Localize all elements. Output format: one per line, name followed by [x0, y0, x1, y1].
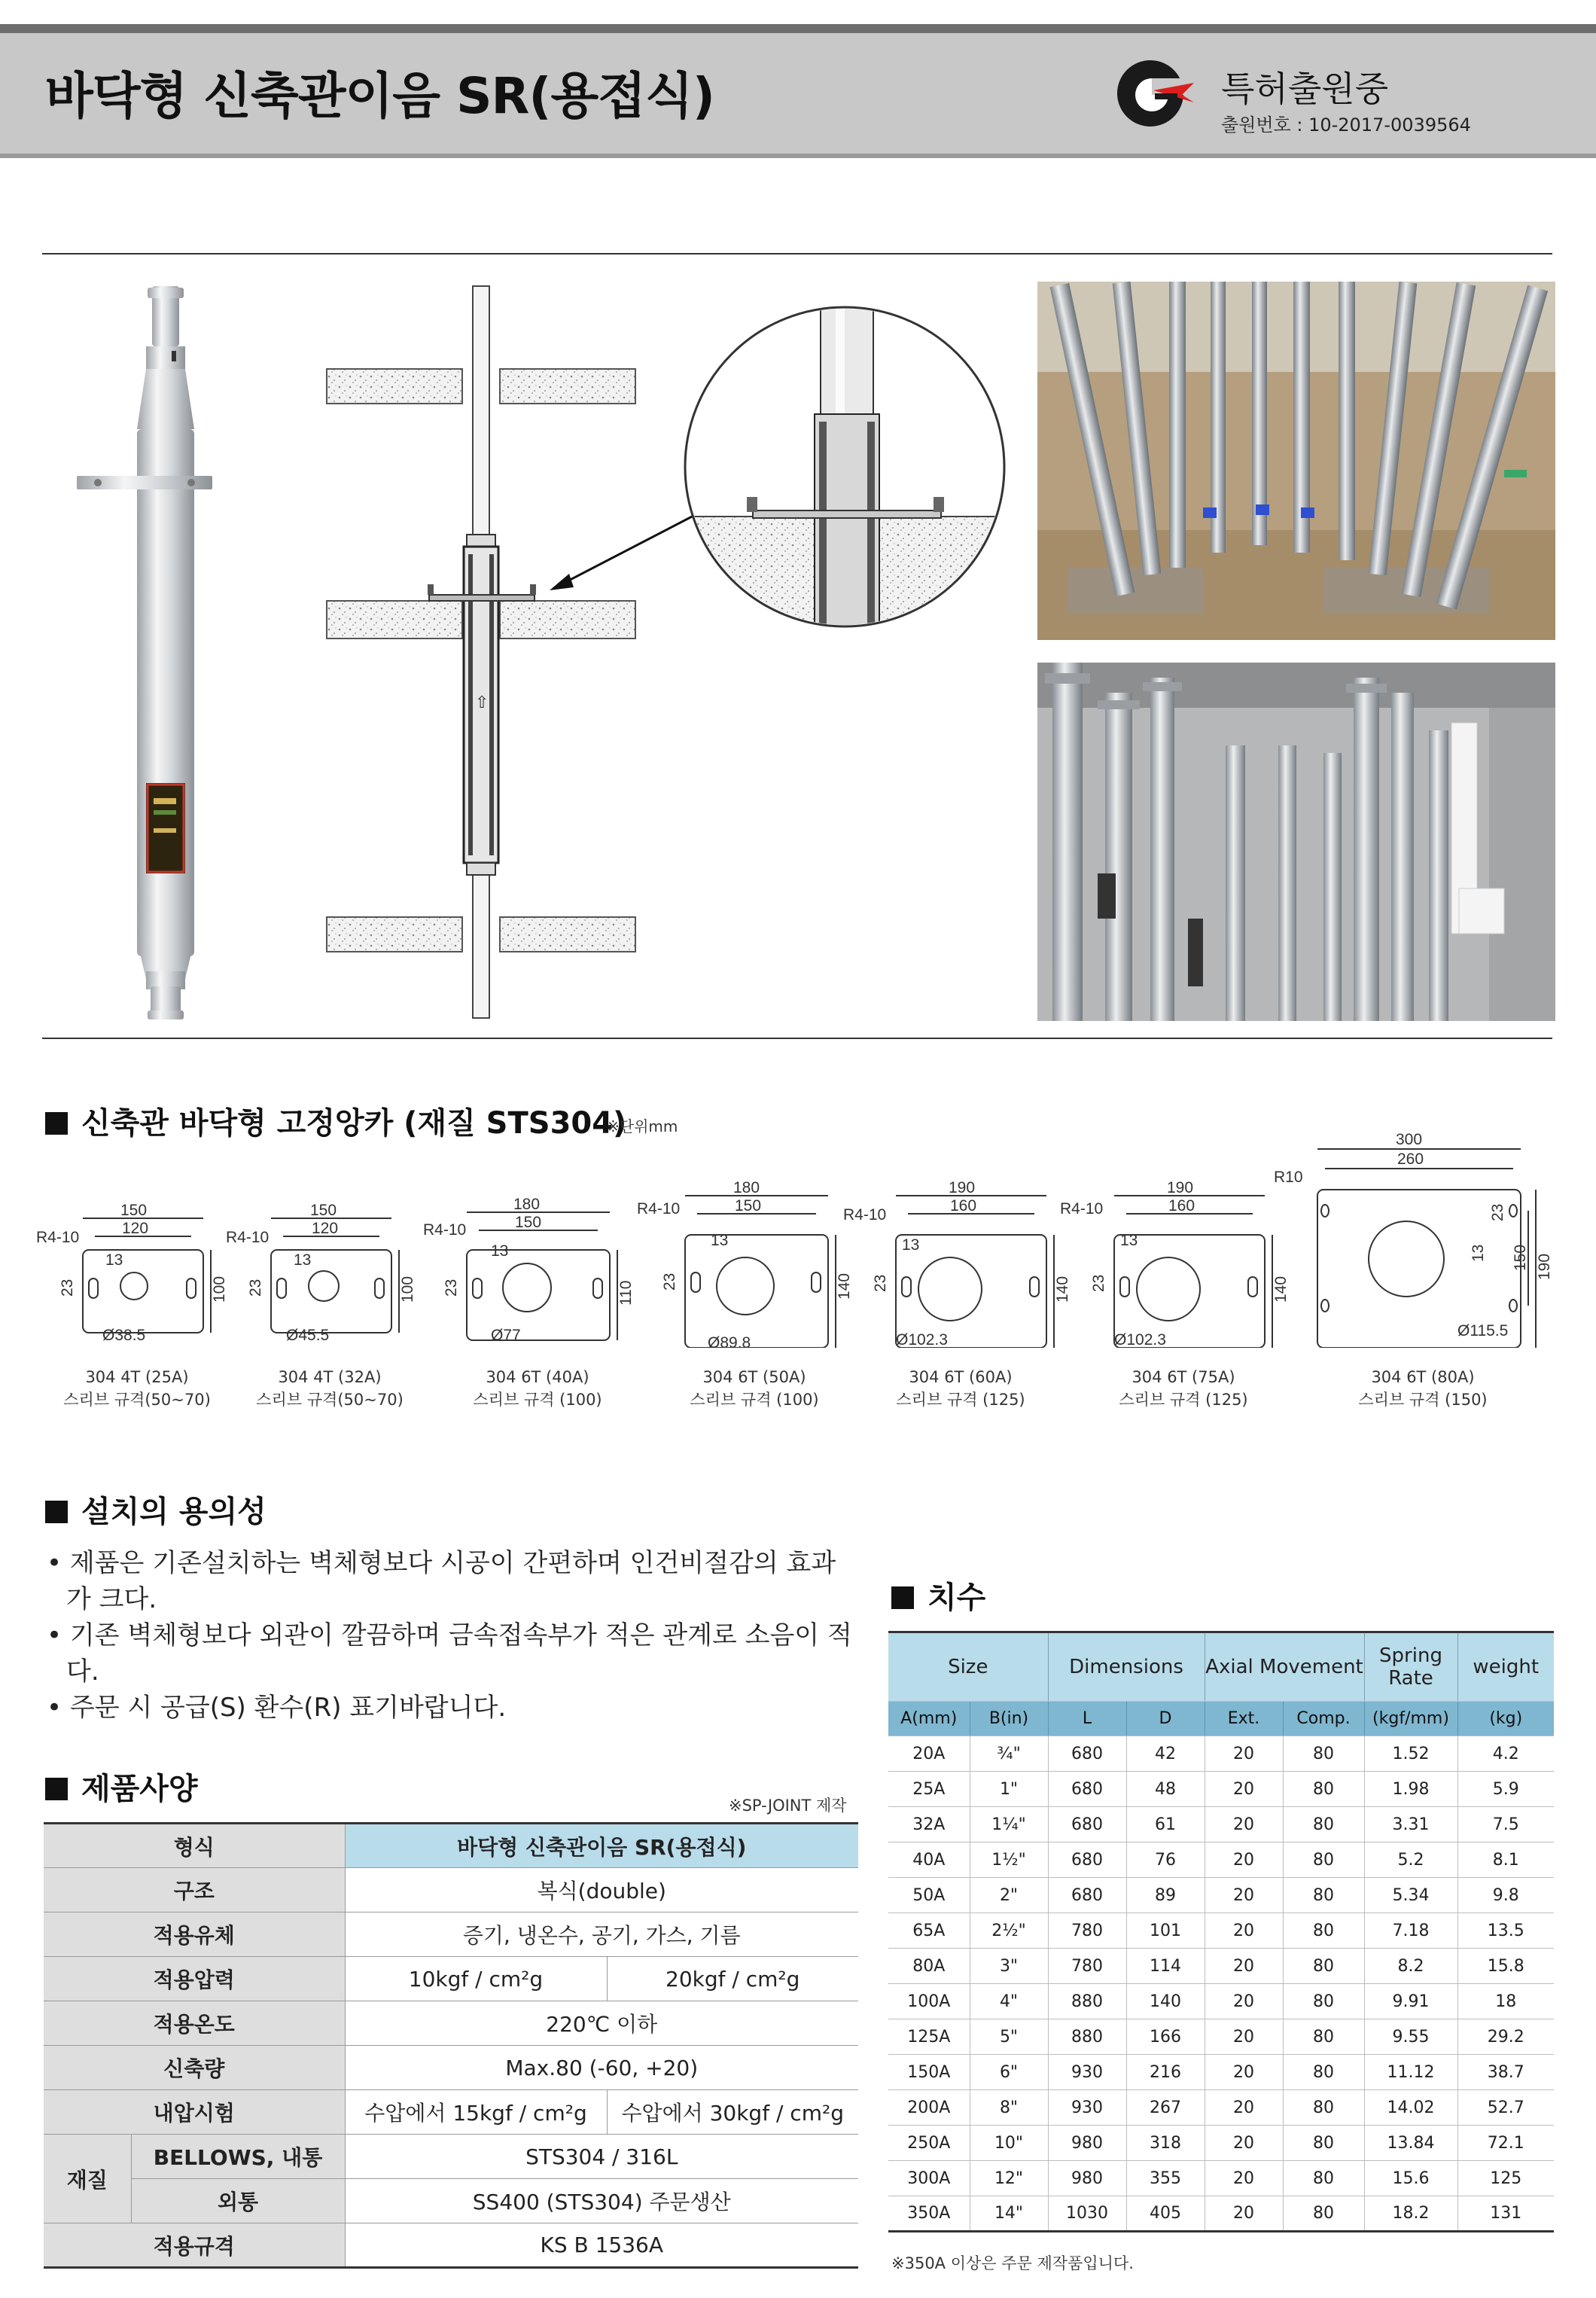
spec-value: 220℃ 이하 — [345, 2001, 858, 2046]
dimensions-section-title: 치수 — [891, 1574, 985, 1617]
dimensions-cell: 20 — [1205, 1984, 1283, 2019]
anchor2-height: 100 — [399, 1275, 416, 1303]
dimensions-row — [888, 1842, 1554, 1878]
subheader-kg: (kg) — [1457, 1702, 1554, 1736]
anchor-drawings — [30, 1122, 1566, 1348]
dimensions-cell: 350A — [888, 2196, 970, 2232]
dimensions-cell: 61 — [1126, 1807, 1205, 1842]
spec-label: 내압시험 — [44, 2090, 345, 2135]
header-top-bar — [0, 24, 1596, 33]
anchor2-inner-width: 120 — [312, 1220, 339, 1237]
dimensions-cell: 880 — [1048, 2019, 1126, 2055]
dimensions-row — [888, 2055, 1554, 2090]
dimensions-cell: 18 — [1457, 1984, 1554, 2019]
dimensions-row — [888, 1807, 1554, 1842]
subheader-ext: Ext. — [1205, 1702, 1283, 1736]
dimensions-cell: 80 — [1283, 1949, 1364, 1984]
anchor2-edge: 23 — [247, 1279, 264, 1297]
anchor1-slot: 13 — [105, 1251, 123, 1269]
dimensions-cell: 780 — [1048, 1913, 1126, 1949]
spec-value: 증기, 냉온수, 공기, 가스, 기름 — [345, 1912, 858, 1957]
page-title: 바닥형 신축관이음 SR(용접식) — [45, 67, 714, 125]
anchor1-height: 100 — [211, 1275, 228, 1303]
anchor4-inner-width: 150 — [735, 1197, 762, 1215]
dimensions-row — [888, 2196, 1554, 2232]
dimensions-cell: 318 — [1126, 2126, 1205, 2161]
spec-value: 10kgf / cm²g — [345, 1957, 607, 2001]
dimensions-cell: 5.2 — [1364, 1842, 1457, 1878]
dimensions-cell: 125A — [888, 2019, 970, 2055]
dimensions-cell: 114 — [1126, 1949, 1205, 1984]
spec-row — [44, 1824, 858, 1868]
anchor1-inner-width: 120 — [122, 1220, 149, 1237]
dimensions-cell: 1.52 — [1364, 1736, 1457, 1772]
anchor6-height: 140 — [1272, 1275, 1290, 1303]
anchor4-slot: 13 — [711, 1232, 729, 1249]
spec-table — [44, 1822, 858, 2269]
spec-label: BELLOWS, 내통 — [131, 2135, 345, 2179]
dimensions-cell: 2" — [970, 1878, 1048, 1913]
dimensions-cell: 100A — [888, 1984, 970, 2019]
spec-label: 적용압력 — [44, 1957, 345, 2001]
dimensions-cell: 42 — [1126, 1736, 1205, 1772]
anchor1-radius: R4-10 — [36, 1229, 80, 1246]
dimensions-cell: 32A — [888, 1807, 970, 1842]
dimensions-cell: 14.02 — [1364, 2090, 1457, 2126]
dimensions-cell: 80 — [1283, 1913, 1364, 1949]
dimensions-row — [888, 1913, 1554, 1949]
subheader-comp: Comp. — [1283, 1702, 1364, 1736]
dimensions-cell: 3" — [970, 1949, 1048, 1984]
dimensions-cell: 80 — [1283, 1772, 1364, 1807]
anchor1-caption: 304 4T (25A) 스리브 규격(50~70) — [63, 1368, 211, 1409]
dimensions-subheader-row — [888, 1702, 1554, 1736]
spec-label: 구조 — [44, 1868, 345, 1912]
dimensions-cell: 2½" — [970, 1913, 1048, 1949]
anchor5-outer-width: 190 — [949, 1179, 976, 1196]
anchor6-outer-width: 190 — [1167, 1179, 1194, 1196]
header-dimensions: Dimensions — [1048, 1632, 1205, 1702]
site-photo-top — [1037, 282, 1555, 640]
dimensions-cell: 8.2 — [1364, 1949, 1457, 1984]
anchor7-radius: R10 — [1274, 1169, 1303, 1186]
anchor1-diameter: Ø38.5 — [102, 1327, 146, 1344]
usability-item: • 기존 벽체형보다 외관이 깔끔하며 금속접속부가 적은 관계로 소음이 적다. — [47, 1620, 852, 1687]
spec-row — [44, 2046, 858, 2090]
square-bullet-icon — [45, 1778, 68, 1800]
dimensions-cell: 40A — [888, 1842, 970, 1878]
dimensions-cell: 20 — [1205, 1842, 1283, 1878]
dimensions-note: ※350A 이상은 주문 제작품입니다. — [891, 2254, 1134, 2272]
dimensions-cell: 1030 — [1048, 2196, 1126, 2232]
dimensions-cell: 80 — [1283, 2019, 1364, 2055]
dimensions-cell: 250A — [888, 2126, 970, 2161]
spec-row — [44, 2090, 858, 2135]
dimensions-row — [888, 1949, 1554, 1984]
anchor3-radius: R4-10 — [423, 1221, 467, 1239]
spec-value: 복식(double) — [345, 1868, 858, 1912]
anchor4-diameter: Ø89.8 — [708, 1334, 751, 1348]
dimensions-cell: 20 — [1205, 2090, 1283, 2126]
dimensions-cell: 140 — [1126, 1984, 1205, 2019]
anchor2-outer-width: 150 — [310, 1202, 337, 1219]
dimensions-cell: 680 — [1048, 1736, 1126, 1772]
dimensions-cell: 8" — [970, 2090, 1048, 2126]
anchor3-edge: 23 — [443, 1279, 460, 1297]
company-logo-icon — [1113, 56, 1195, 131]
dimensions-cell: 80 — [1283, 1736, 1364, 1772]
spec-label: 적용규격 — [44, 2223, 345, 2268]
dimensions-cell: 20 — [1205, 1772, 1283, 1807]
dimensions-cell: 166 — [1126, 2019, 1205, 2055]
dimensions-cell: 125 — [1457, 2161, 1554, 2196]
anchor6-diameter: Ø102.3 — [1114, 1331, 1166, 1348]
square-bullet-icon — [45, 1501, 68, 1523]
dimensions-cell: 80 — [1283, 2196, 1364, 2232]
anchor3-caption: 304 6T (40A) 스리브 규격 (100) — [473, 1368, 602, 1409]
dimensions-cell: 1" — [970, 1772, 1048, 1807]
anchor5-caption: 304 6T (60A) 스리브 규격 (125) — [896, 1368, 1025, 1409]
dimensions-cell: 1½" — [970, 1842, 1048, 1878]
dimensions-cell: 4" — [970, 1984, 1048, 2019]
dimensions-cell: 150A — [888, 2055, 970, 2090]
spec-label: 적용유체 — [44, 1912, 345, 1957]
dimensions-cell: 680 — [1048, 1807, 1126, 1842]
anchor5-inner-width: 160 — [950, 1197, 977, 1215]
dimensions-row — [888, 1736, 1554, 1772]
patent-number: 출원번호 : 10-2017-0039564 — [1221, 114, 1471, 136]
spec-value: KS B 1536A — [345, 2223, 858, 2268]
spec-label: 적용온도 — [44, 2001, 345, 2046]
dimensions-cell: 200A — [888, 2090, 970, 2126]
spec-label: 재질 — [44, 2135, 131, 2223]
spec-label: 외통 — [131, 2179, 345, 2223]
dimensions-cell: 80 — [1283, 1842, 1364, 1878]
dimensions-cell: 80 — [1283, 2161, 1364, 2196]
spec-value: 20kgf / cm²g — [607, 1957, 858, 2001]
spec-row — [44, 1957, 858, 2001]
header-bottom-line — [0, 154, 1596, 158]
dimensions-cell: 8.1 — [1457, 1842, 1554, 1878]
anchor7-height: 190 — [1536, 1253, 1553, 1280]
anchor4-edge: 23 — [661, 1272, 678, 1291]
usability-item: • 제품은 기존설치하는 벽체형보다 시공이 간편하며 인건비절감의 효과가 크다. — [47, 1548, 836, 1614]
dimensions-cell: 5" — [970, 2019, 1048, 2055]
dimensions-cell: 6" — [970, 2055, 1048, 2090]
dimensions-cell: 20A — [888, 1736, 970, 1772]
dimensions-cell: 1.98 — [1364, 1772, 1457, 1807]
dimensions-row — [888, 1984, 1554, 2019]
dimensions-row — [888, 2126, 1554, 2161]
dimensions-cell: 780 — [1048, 1949, 1126, 1984]
dimensions-cell: 7.18 — [1364, 1913, 1457, 1949]
dimensions-cell: 216 — [1126, 2055, 1205, 2090]
anchor3-slot: 13 — [491, 1242, 509, 1260]
spec-section-title: 제품사양 — [45, 1765, 198, 1808]
anchor7-outer-width: 300 — [1396, 1131, 1423, 1148]
anchor2-diameter: Ø45.5 — [286, 1327, 330, 1344]
dimensions-cell: 300A — [888, 2161, 970, 2196]
anchor3-outer-width: 180 — [513, 1196, 541, 1213]
anchor7-edge: 23 — [1489, 1203, 1506, 1221]
spec-row — [44, 1912, 858, 1957]
anchor5-height: 140 — [1054, 1275, 1071, 1303]
dimensions-cell: 4.2 — [1457, 1736, 1554, 1772]
dimensions-cell: 80 — [1283, 1807, 1364, 1842]
dimensions-cell: 80 — [1283, 2126, 1364, 2161]
anchor3-inner-width: 150 — [515, 1214, 542, 1231]
dimensions-cell: 980 — [1048, 2161, 1126, 2196]
dimensions-cell: 405 — [1126, 2196, 1205, 2232]
divider-top — [42, 253, 1552, 254]
dimensions-cell: 11.12 — [1364, 2055, 1457, 2090]
dimensions-cell: 10" — [970, 2126, 1048, 2161]
dimensions-cell: 50A — [888, 1878, 970, 1913]
spec-row — [44, 2001, 858, 2046]
dimensions-cell: 13.84 — [1364, 2126, 1457, 2161]
dimensions-cell: 38.7 — [1457, 2055, 1554, 2090]
anchor7-inner-height: 150 — [1512, 1244, 1529, 1271]
dimensions-cell: 25A — [888, 1772, 970, 1807]
dimensions-row — [888, 2161, 1554, 2196]
dimensions-cell: 680 — [1048, 1772, 1126, 1807]
spec-row — [44, 2179, 858, 2223]
dimensions-cell: 20 — [1205, 1878, 1283, 1913]
spec-value: 바닥형 신축관이음 SR(용접식) — [345, 1824, 858, 1868]
anchor2-radius: R4-10 — [226, 1229, 270, 1246]
usability-list — [47, 1545, 860, 1726]
dimensions-cell: 80 — [1283, 1984, 1364, 2019]
anchor4-outer-width: 180 — [733, 1179, 760, 1196]
dimensions-cell: 101 — [1126, 1913, 1205, 1949]
spec-value: Max.80 (-60, +20) — [345, 2046, 858, 2090]
header-spring-rate: Spring Rate — [1364, 1632, 1457, 1702]
dimensions-cell: 52.7 — [1457, 2090, 1554, 2126]
anchor-section-title: 신축관 바닥형 고정앙카 (재질 STS304) — [45, 1099, 626, 1142]
anchor5-radius: R4-10 — [843, 1206, 887, 1224]
subheader-l: L — [1048, 1702, 1126, 1736]
dimensions-cell: 18.2 — [1364, 2196, 1457, 2232]
dimensions-cell: 355 — [1126, 2161, 1205, 2196]
anchor1-edge: 23 — [59, 1279, 76, 1297]
dimensions-cell: 80 — [1283, 2055, 1364, 2090]
spec-label: 형식 — [44, 1824, 345, 1868]
anchor5-slot: 13 — [902, 1236, 920, 1254]
usability-item: • 주문 시 공급(S) 환수(R) 표기바랍니다. — [47, 1693, 507, 1723]
dimensions-cell: 680 — [1048, 1878, 1126, 1913]
dimensions-cell: 72.1 — [1457, 2126, 1554, 2161]
anchor5-edge: 23 — [872, 1274, 889, 1292]
dimensions-cell: 930 — [1048, 2055, 1126, 2090]
spec-value: 수압에서 30kgf / cm²g — [607, 2090, 858, 2135]
site-photo-bottom — [1037, 663, 1555, 1021]
spec-row — [44, 2135, 858, 2179]
dimensions-cell: 14" — [970, 2196, 1048, 2232]
dimensions-cell: 20 — [1205, 1736, 1283, 1772]
header-axial-movement: Axial Movement — [1205, 1632, 1364, 1702]
dimensions-cell: 80 — [1283, 2090, 1364, 2126]
dimensions-cell: 20 — [1205, 2055, 1283, 2090]
dimensions-cell: 76 — [1126, 1842, 1205, 1878]
anchor6-edge: 23 — [1090, 1274, 1107, 1292]
dimensions-cell: 15.8 — [1457, 1949, 1554, 1984]
spec-value: SS400 (STS304) 주문생산 — [345, 2179, 858, 2223]
anchor3-diameter: Ø77 — [491, 1327, 521, 1344]
spec-row — [44, 1868, 858, 1912]
dimensions-row — [888, 1772, 1554, 1807]
dimensions-cell: 5.34 — [1364, 1878, 1457, 1913]
dimensions-cell: 7.5 — [1457, 1807, 1554, 1842]
subheader-a-mm: A(mm) — [888, 1702, 970, 1736]
dimensions-cell: 3.31 — [1364, 1807, 1457, 1842]
anchor4-radius: R4-10 — [637, 1200, 681, 1218]
anchor7-diameter: Ø115.5 — [1457, 1322, 1509, 1339]
dimensions-cell: 1¼" — [970, 1807, 1048, 1842]
dimensions-cell: 20 — [1205, 2126, 1283, 2161]
anchor1-outer-width: 150 — [120, 1202, 148, 1219]
dimensions-cell: 13.5 — [1457, 1913, 1554, 1949]
spec-value: 수압에서 15kgf / cm²g — [345, 2090, 607, 2135]
dimensions-cell: 9.55 — [1364, 2019, 1457, 2055]
anchor7-caption: 304 6T (80A) 스리브 규격 (150) — [1358, 1368, 1488, 1409]
spec-value: STS304 / 316L — [345, 2135, 858, 2179]
header-weight: weight — [1457, 1632, 1554, 1702]
anchor5-diameter: Ø102.3 — [896, 1331, 948, 1348]
anchor7-slot: 13 — [1470, 1244, 1487, 1262]
spec-label: 신축량 — [44, 2046, 345, 2090]
dimensions-cell: 5.9 — [1457, 1772, 1554, 1807]
dimensions-cell: 89 — [1126, 1878, 1205, 1913]
dimensions-cell: 65A — [888, 1913, 970, 1949]
dimensions-table — [888, 1631, 1554, 2232]
dimensions-cell: 29.2 — [1457, 2019, 1554, 2055]
dimensions-cell: 680 — [1048, 1842, 1126, 1878]
subheader-rate: (kgf/mm) — [1364, 1702, 1457, 1736]
anchor6-slot: 13 — [1120, 1232, 1138, 1249]
dimensions-cell: 20 — [1205, 1913, 1283, 1949]
dimensions-cell: 15.6 — [1364, 2161, 1457, 2196]
dimensions-cell: 9.8 — [1457, 1878, 1554, 1913]
dimensions-cell: 20 — [1205, 1807, 1283, 1842]
dimensions-cell: 980 — [1048, 2126, 1126, 2161]
dimensions-cell: 20 — [1205, 2019, 1283, 2055]
usability-section-title: 설치의 용의성 — [45, 1488, 267, 1531]
unit-note: ※단위mm — [607, 1117, 678, 1135]
dimensions-cell: 80 — [1283, 1878, 1364, 1913]
anchor4-height: 140 — [836, 1272, 853, 1300]
divider-middle — [42, 1038, 1552, 1039]
spec-row — [44, 2223, 858, 2268]
anchor2-slot: 13 — [294, 1251, 312, 1269]
anchor6-inner-width: 160 — [1168, 1197, 1195, 1215]
anchor6-caption: 304 6T (75A) 스리브 규격 (125) — [1119, 1368, 1248, 1409]
dimensions-cell: 80A — [888, 1949, 970, 1984]
dimensions-cell: 930 — [1048, 2090, 1126, 2126]
dimensions-cell: 9.91 — [1364, 1984, 1457, 2019]
dimensions-cell: 48 — [1126, 1772, 1205, 1807]
product-photo — [68, 279, 218, 1024]
dimensions-header-row — [888, 1632, 1554, 1702]
dimensions-row — [888, 2019, 1554, 2055]
subheader-d: D — [1126, 1702, 1205, 1736]
dimensions-cell: 267 — [1126, 2090, 1205, 2126]
installation-diagram — [316, 279, 1009, 1024]
anchor6-radius: R4-10 — [1060, 1200, 1104, 1218]
dimensions-cell: 131 — [1457, 2196, 1554, 2232]
header-size: Size — [888, 1632, 1048, 1702]
flow-direction-icon: ⇧ — [475, 693, 489, 712]
square-bullet-icon — [891, 1586, 914, 1609]
dimensions-row — [888, 1878, 1554, 1913]
subheader-b-in: B(in) — [970, 1702, 1048, 1736]
dimensions-cell: 880 — [1048, 1984, 1126, 2019]
maker-note: ※SP-JOINT 제작 — [729, 1797, 847, 1815]
anchor3-height: 110 — [617, 1280, 635, 1306]
anchor7-inner-width: 260 — [1397, 1151, 1424, 1168]
dimensions-row — [888, 2090, 1554, 2126]
dimensions-cell: ¾" — [970, 1736, 1048, 1772]
anchor2-caption: 304 4T (32A) 스리브 규격(50~70) — [256, 1368, 404, 1409]
dimensions-cell: 20 — [1205, 2161, 1283, 2196]
dimensions-cell: 20 — [1205, 1949, 1283, 1984]
dimensions-cell: 12" — [970, 2161, 1048, 2196]
anchor4-caption: 304 6T (50A) 스리브 규격 (100) — [690, 1368, 819, 1409]
dimensions-cell: 20 — [1205, 2196, 1283, 2232]
patent-status: 특허출원중 — [1221, 69, 1389, 109]
